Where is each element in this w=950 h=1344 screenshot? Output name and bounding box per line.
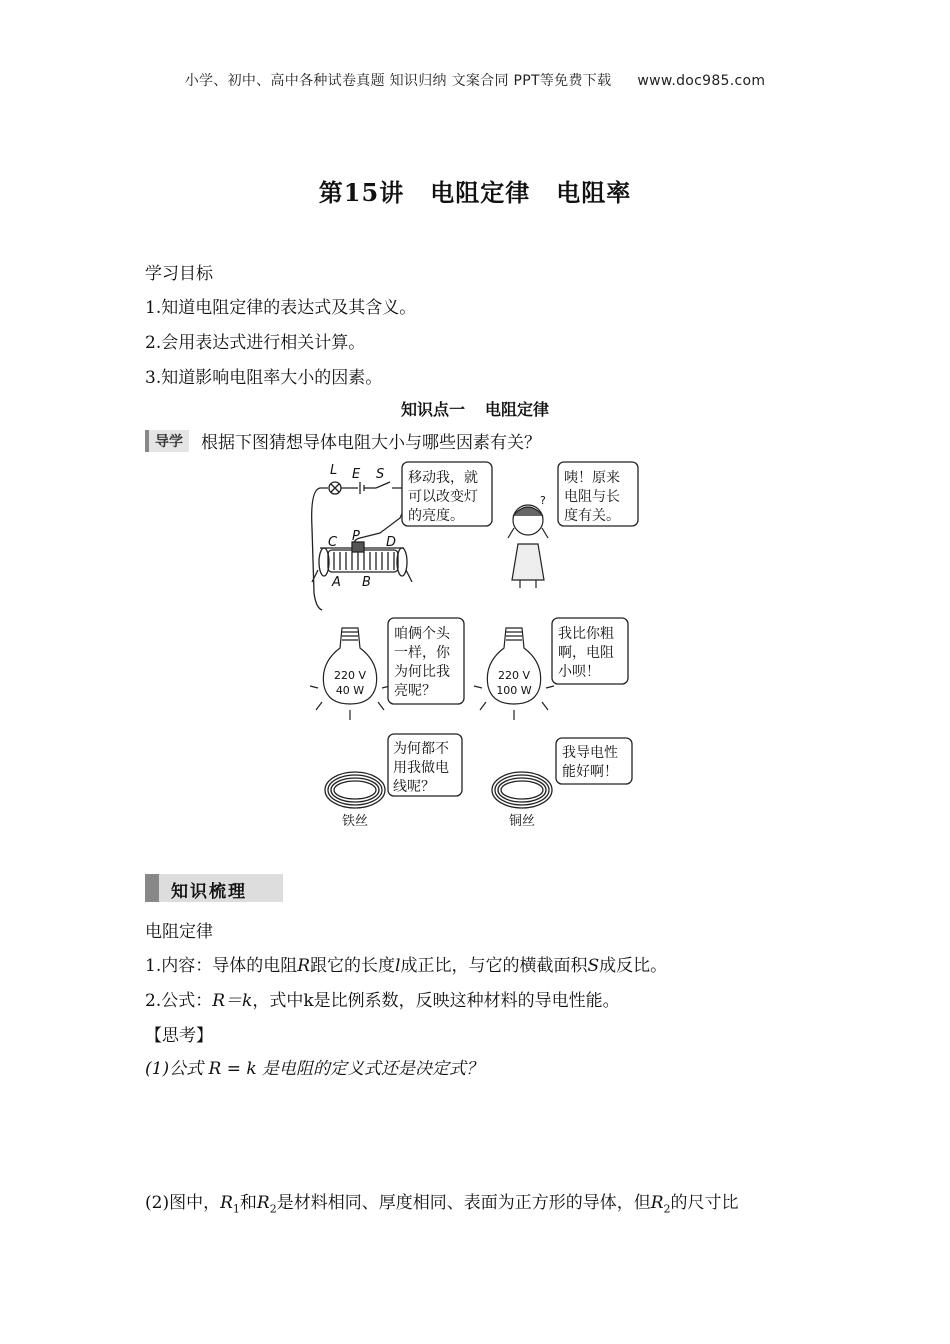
bulb1-voltage: 220 V <box>333 669 367 682</box>
bubble-line: 移动我，就 <box>408 470 478 486</box>
bubble-line: 的亮度。 <box>408 508 464 524</box>
law-formula: 2.公式：R＝k，式中k是比例系数，反映这种材料的导电性能。 <box>145 991 620 1011</box>
bubble-line: 可以改变灯 <box>408 489 478 505</box>
section-bar <box>145 874 283 902</box>
bubble-line: 小呗！ <box>558 664 600 680</box>
guide-figure <box>300 458 650 838</box>
title-lecture: 第15讲 <box>318 178 405 207</box>
label-A: A <box>332 575 341 590</box>
guide-line <box>145 428 541 453</box>
bubble-line: 亮呢？ <box>394 683 436 699</box>
section-label: 知识梳理 <box>171 882 247 902</box>
label-S: S <box>376 467 385 482</box>
title-topic2: 电阻率 <box>556 178 632 207</box>
label-C: C <box>328 535 338 550</box>
objective-item: 2.会用表达式进行相关计算。 <box>145 333 366 353</box>
bubble-line: 电阻与长 <box>564 489 620 505</box>
law-content: 1.内容：导体的电阻R跟它的长度l成正比，与它的横截面积S成反比。 <box>145 956 668 976</box>
think-heading: 【思考】 <box>145 1026 213 1046</box>
bubble-line: 一样，你 <box>394 645 450 661</box>
bubble-line: 为何都不 <box>393 741 449 757</box>
header-text: 小学、初中、高中各种试卷真题 知识归纳 文案合同 PPT等免费下载 <box>184 73 612 89</box>
bubble-line: 我导电性 <box>562 745 618 761</box>
guide-text: 根据下图猜想导体电阻大小与哪些因素有关？ <box>201 433 541 453</box>
bubble-line: 能好啊！ <box>562 764 618 780</box>
bubble-line: 度有关。 <box>564 508 620 524</box>
page-header <box>0 70 950 90</box>
bubble-line: 我比你粗 <box>558 626 614 642</box>
kp-name: 电阻定律 <box>485 400 550 419</box>
bubble-line: 啊，电阻 <box>558 645 614 661</box>
kp-label: 知识点一 <box>400 400 465 419</box>
objective-item: 1.知道电阻定律的表达式及其含义。 <box>145 298 417 318</box>
bulb1-power: 40 W <box>335 684 365 697</box>
page-title <box>0 173 950 208</box>
wire2-label: 铜丝 <box>508 814 536 829</box>
bubble-line: 用我做电 <box>393 760 449 776</box>
knowledge-point-heading <box>0 397 950 420</box>
bubble-line: 线呢？ <box>393 779 435 795</box>
bubble-line: 咦！原来 <box>564 470 620 486</box>
objective-item: 3.知道影响电阻率大小的因素。 <box>145 368 383 388</box>
law-heading: 电阻定律 <box>145 922 213 942</box>
circuit-wire <box>354 488 407 548</box>
label-P: P <box>352 529 360 544</box>
copper-wire-icon <box>492 772 552 808</box>
think-question-2: (2)图中，$R_1$和$R_2$是材料相同、厚度相同、表面为正方形的导体，但$R_2$的尺寸比 <box>145 1193 739 1216</box>
switch-icon <box>376 482 390 488</box>
label-E: E <box>352 467 361 482</box>
bulb2-voltage: 220 V <box>497 669 531 682</box>
label-B: B <box>362 575 371 590</box>
title-topic1: 电阻定律 <box>430 178 531 207</box>
iron-wire-icon <box>325 772 385 808</box>
header-url[interactable]: www.doc985.com <box>637 73 766 89</box>
svg-text:?: ? <box>540 494 546 507</box>
label-L: L <box>330 463 338 478</box>
label-D: D <box>386 535 397 550</box>
think-question-1: (1)公式 R = k 是电阻的定义式还是决定式？ <box>145 1059 484 1079</box>
bulb2-power: 100 W <box>496 684 532 697</box>
wire1-label: 铁丝 <box>341 814 369 829</box>
objectives-heading: 学习目标 <box>145 264 213 284</box>
girl-icon <box>508 494 548 588</box>
guide-badge: 导学 <box>145 430 189 452</box>
bubble-line: 为何比我 <box>394 664 450 680</box>
bubble-line: 咱俩个头 <box>394 626 450 642</box>
